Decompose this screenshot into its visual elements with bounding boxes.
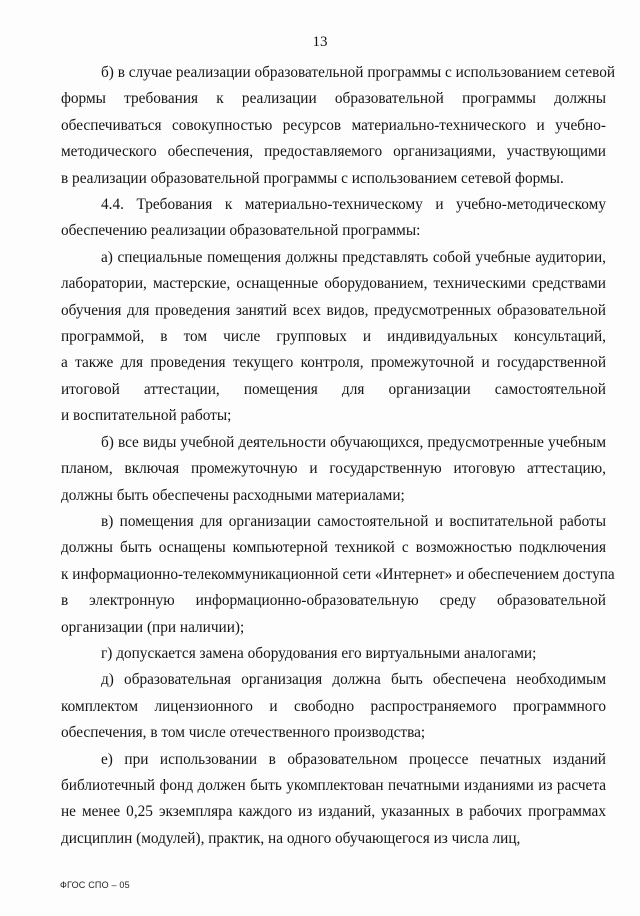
text-line: комплектом лицензионного и свободно распространяемого программного [61,697,606,715]
text-line: итоговой аттестации, помещения для организации самостоятельной [61,380,606,398]
text-line: программой, в том числе групповых и индивидуальных консультаций, [61,328,606,346]
footer-code: ФГОС СПО – 05 [60,880,130,890]
text-line: формы требования к реализации образовательной программы должны [61,90,606,108]
text-line: дисциплин (модулей), практик, на одного обучающегося из числа лиц, [61,829,521,847]
text-line: должны быть оснащены компьютерной техникой с возможностью подключения [61,539,606,557]
text-line: в реализации образовательной программы с использованием сетевой формы. [61,169,564,187]
text-line: 4.4. Требования к материально-техническому и учебно-методическому [101,196,606,214]
text-line: обеспечиваться совокупностью ресурсов материально-технического и учебно- [61,116,606,134]
text-line: обеспечению реализации образовательной программы: [61,222,421,240]
paragraph-p-d [61,667,606,746]
paragraph-p-g [61,641,606,667]
text-line: в) помещения для организации самостоятельной и воспитательной работы [101,512,606,530]
text-line: д) образовательная организация должна быть обеспечена необходимым [101,671,606,689]
text-line: б) в случае реализации образовательной программы с использованием сетевой [101,64,616,81]
text-line: а также для проведения текущего контроля, промежуточной и государственной [61,354,606,372]
text-line: обеспечения, в том числе отечественного производства; [61,724,426,742]
text-line: к информационно-телекоммуникационной сети «Интернет» и обеспечением доступа [61,565,615,583]
paragraph-p-a [61,245,606,430]
text-line: б) все виды учебной деятельности обучающихся, предусмотренные учебным [101,433,606,451]
text-line: е) при использовании в образовательном процессе печатных изданий [101,750,606,768]
text-line: организации (при наличии); [61,618,245,636]
text-line: а) специальные помещения должны представлять собой учебные аудитории, [101,248,606,266]
document-body [61,60,616,852]
paragraph-p-v [61,509,615,641]
paragraph-p-b [61,430,606,509]
text-line: должны быть обеспечены расходными материалами; [61,486,405,504]
text-line: библиотечный фонд должен быть укомплектован печатными изданиями из расчета [61,776,606,794]
paragraph-p-4-4 [61,192,606,245]
text-line: лаборатории, мастерские, оснащенные оборудованием, техническими средствами [61,275,606,293]
text-line: и воспитательной работы; [61,407,232,425]
text-line: планом, включая промежуточную и государственную итоговую аттестацию, [61,460,606,478]
paragraph-p-e [61,747,606,853]
text-line: методического обеспечения, предоставляемого организациями, участвующими [61,143,606,161]
text-line: г) допускается замена оборудования его виртуальными аналогами; [101,644,537,662]
text-line: не менее 0,25 экземпляра каждого из изданий, указанных в рабочих программах [61,803,606,821]
text-line: в электронную информационно-образовательную среду образовательной [61,592,606,610]
page-number: 13 [312,34,328,50]
paragraph-p-b-network [61,60,616,192]
text-line: обучения для проведения занятий всех видов, предусмотренных образовательной [61,301,606,319]
